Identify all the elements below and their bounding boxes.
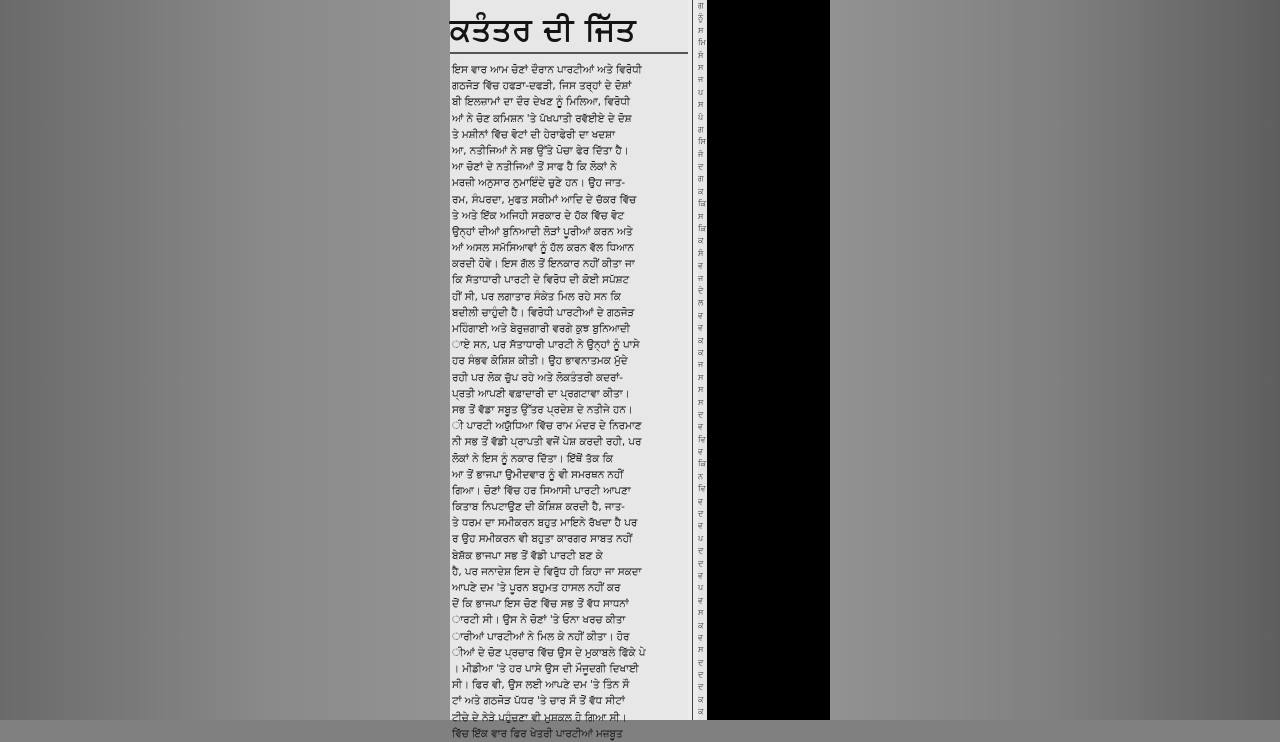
side-column-fragment: ਵ xyxy=(698,422,704,432)
article-line: । ਮੀਡੀਆ 'ਤੇ ਹਰ ਪਾਸੇ ਉਸ ਦੀ ਮੌਜੂਦਗੀ ਦਿਖਾਈ xyxy=(452,662,639,675)
newspaper-clipping xyxy=(450,0,830,740)
headline-rule xyxy=(450,52,688,54)
side-column-fragment: ਦ xyxy=(698,162,704,172)
article-line: ਤੇ ਅਤੇ ਇੱਕ ਅਜਿਹੀ ਸਰਕਾਰ ਦੇ ਹੱਕ ਵਿੱਚ ਵੋਟ xyxy=(452,209,625,222)
side-column-fragment: ਨੂੰ xyxy=(698,13,704,23)
article-line: ਕਰਦੀ ਹੋਵੇ। ਇਸ ਗੱਲ ਤੋਂ ਇਨਕਾਰ ਨਹੀਂ ਕੀਤਾ ਜਾ xyxy=(452,258,635,271)
side-column-fragment: ਸਿ xyxy=(698,137,706,147)
article-line: ਟੀਚੇ ਦੇ ਨੇੜੇ ਪਹੁੰਚਣਾ ਵੀ ਮੁਸ਼ਕਲ ਹੋ ਗਿਆ ਸੀ। xyxy=(452,711,627,724)
adjacent-column-edge xyxy=(698,0,707,720)
side-column-fragment: ਗ xyxy=(698,174,704,184)
article-column xyxy=(450,0,688,740)
article-line: ਾਰਟੀ ਸੀ। ਉਸ ਨੇ ਚੋਣਾਂ 'ਤੇ ਓਨਾ ਖਰਚ ਕੀਤਾ xyxy=(452,614,626,627)
column-divider xyxy=(692,0,693,720)
side-column-fragment: ਜ xyxy=(698,360,704,370)
side-column-fragment: ਸ xyxy=(698,25,704,35)
side-column-fragment: ਨ xyxy=(698,471,703,481)
side-column-fragment: ਦ xyxy=(698,509,704,519)
side-column-fragment: ਸ xyxy=(698,100,704,110)
article-line: ਤੇ ਮਸ਼ੀਨਾਂ ਵਿੱਚ ਵੋਟਾਂ ਦੀ ਹੇਰਾਫੇਰੀ ਦਾ ਖਦਸ਼ਾ xyxy=(452,128,615,141)
column-gutter xyxy=(688,0,698,720)
side-column-fragment: ਗ xyxy=(698,124,704,134)
side-column-fragment: ਵ xyxy=(698,595,704,605)
article-line: ਇਸ ਵਾਰ ਆਮ ਚੋਣਾਂ ਦੌਰਾਨ ਪਾਰਟੀਆਂ ਅਤੇ ਵਿਰੋਧੀ xyxy=(452,64,642,76)
side-column-fragment: ਸ xyxy=(698,62,704,72)
side-column-fragment: ਕ xyxy=(698,335,704,345)
side-column-fragment: ਕ xyxy=(698,620,704,630)
article-line: ਟਾਂ ਅਤੇ ਗਠਜੋੜ ਪੱਧਰ 'ਤੇ ਚਾਰ ਸੌ ਤੋਂ ਵੱਧ ਸੀਟਾਂ xyxy=(452,695,625,708)
article-line: ਮਹਿੰਗਾਈ ਅਤੇ ਬੇਰੁਜ਼ਗਾਰੀ ਵਰਗੇ ਕੁਝ ਬੁਨਿਆਦੀ xyxy=(452,323,630,335)
side-column-fragment: ਵ xyxy=(698,323,704,333)
side-column-fragment: ਪ xyxy=(698,87,704,97)
side-column-fragment: ਪੰ xyxy=(698,112,704,122)
side-column-fragment: ਗ xyxy=(698,1,704,10)
article-line: ਆਂ ਅਸਲ ਸਮੱਸਿਆਵਾਂ ਨੂੰ ਹੱਲ ਕਰਨ ਵੱਲ ਧਿਆਨ xyxy=(452,242,634,255)
side-column-fragment: ਵਿ xyxy=(698,484,706,494)
article-line: ਾਰੀਆਂ ਪਾਰਟੀਆਂ ਨੇ ਮਿਲ ਕੇ ਨਹੀਂ ਕੀਤਾ। ਹੋਰ xyxy=(452,630,630,643)
article-line: ਰਮ, ਸੰਪਰਦਾ, ਮੁਫਤ ਸਕੀਮਾਂ ਆਦਿ ਦੇ ਚੱਕਰ ਵਿੱਚ xyxy=(452,193,637,206)
side-column-fragment: ਵਿ xyxy=(698,434,706,444)
side-column-fragment: ਸ xyxy=(698,645,704,655)
side-column-fragment: ਸ xyxy=(698,211,704,221)
side-column-fragment: ਕ xyxy=(698,694,704,704)
side-column-fragment: ਵ xyxy=(698,261,704,271)
article-line: ਆ ਤੋਂ ਭਾਜਪਾ ਉਮੀਦਵਾਰ ਨੂੰ ਵੀ ਸਮਰਥਨ ਨਹੀਂ xyxy=(452,468,624,481)
side-column-fragment: ਸੋ xyxy=(698,50,704,60)
article-line: ਆ ਚੋਣਾਂ ਦੇ ਨਤੀਜਿਆਂ ਤੋਂ ਸਾਫ ਹੈ ਕਿ ਲੋਕਾਂ ਨੇ xyxy=(452,161,617,174)
article-line: ਰ ਉਹ ਸਮੀਕਰਨ ਵੀ ਬਹੁਤਾ ਕਾਰਗਰ ਸਾਬਤ ਨਹੀਂ xyxy=(452,533,633,546)
article-line: ਆ, ਨਤੀਜਿਆਂ ਨੇ ਸਭ ਉੱਤੇ ਪੋਚਾ ਫੇਰ ਦਿੱਤਾ ਹੈ। xyxy=(452,144,629,157)
article-line: ਦੋਂ ਕਿ ਭਾਜਪਾ ਇਸ ਚੋਣ ਵਿੱਚ ਸਭ ਤੋਂ ਵੱਧ ਸਾਧਨਾਂ xyxy=(452,598,629,611)
side-column-fragment: ਕ xyxy=(698,347,704,357)
article-line: ਾਏ ਸਨ, ਪਰ ਸੱਤਾਧਾਰੀ ਪਾਰਟੀ ਨੇ ਉਨ੍ਹਾਂ ਨੂੰ ਪਾਸੇ xyxy=(452,339,640,352)
side-column-fragment: ਜੰ xyxy=(698,149,704,159)
article-line: ਗਿਆ। ਚੋਣਾਂ ਵਿੱਚ ਹਰ ਸਿਆਸੀ ਪਾਰਟੀ ਆਪਣਾ xyxy=(452,484,631,497)
side-column-fragment: ਪ xyxy=(698,533,704,543)
article-line: ਬੀ ਇਲਜ਼ਾਮਾਂ ਦਾ ਦੌਰ ਦੇਖਣ ਨੂੰ ਮਿਲਿਆ, ਵਿਰੋਧੀ xyxy=(452,96,630,109)
article-line: ਹੀਂ ਸੀ, ਪਰ ਲਗਾਤਾਰ ਸੰਕੇਤ ਮਿਲ ਰਹੇ ਸਨ ਕਿ xyxy=(452,290,621,303)
side-column-fragment: ਵ xyxy=(698,447,704,457)
side-column-fragment: ਦ xyxy=(698,657,704,667)
side-column-fragment: ਵ xyxy=(698,570,704,580)
right-blurred-background xyxy=(830,0,1280,720)
side-column-fragment: ਕਿ xyxy=(698,199,707,209)
article-line: ਸਭ ਤੋਂ ਵੱਡਾ ਸਬੂਤ ਉੱਤਰ ਪ੍ਰਦੇਸ਼ ਦੇ ਨਤੀਜੇ ਹਨ। xyxy=(452,403,633,416)
side-column-fragment: ਦ xyxy=(698,682,704,692)
side-column-fragment: ਜ xyxy=(698,75,704,85)
article-line: ਉਨ੍ਹਾਂ ਦੀਆਂ ਬੁਨਿਆਦੀ ਲੋੜਾਂ ਪੂਰੀਆਂ ਕਰਨ ਅਤੇ xyxy=(452,225,633,238)
side-column-fragment: ਕਿ xyxy=(698,459,707,469)
article-line: ਰਹੀ ਪਰ ਲੋਕ ਚੁੱਪ ਰਹੇ ਅਤੇ ਲੋਕਤੰਤਰੀ ਕਦਰਾਂ- xyxy=(452,371,623,384)
article-line: ੀਆਂ ਦੇ ਚੋਣ ਪ੍ਰਚਾਰ ਵਿੱਚ ਉਸ ਦੇ ਮੁਕਾਬਲੇ ਫਿੱਕੇ ਪੇ xyxy=(452,646,646,659)
side-column-fragment: ਦ xyxy=(698,409,704,419)
article-line: ਗਠਜੋੜ ਵਿੱਚ ਹਫੜਾ-ਦਫੜੀ, ਜਿਸ ਤਰ੍ਹਾਂ ਦੇ ਦੋਸ਼ਾਂ xyxy=(452,80,632,93)
article-line: ਬੇਸ਼ੱਕ ਭਾਜਪਾ ਸਭ ਤੋਂ ਵੱਡੀ ਪਾਰਟੀ ਬਣ ਕੇ xyxy=(452,549,603,562)
left-blurred-background xyxy=(0,0,450,720)
article-line: ਲੋਕਾਂ ਨੇ ਇਸ ਨੂੰ ਨਕਾਰ ਦਿੱਤਾ। ਇੱਥੋਂ ਤੱਕ ਕਿ xyxy=(452,452,613,465)
article-line: ਆਂ ਨੇ ਚੋਣ ਕਮਿਸ਼ਨ 'ਤੇ ਪੱਖਪਾਤੀ ਰਵੱਈਏ ਦੇ ਦੋਸ਼ xyxy=(452,112,632,125)
article-line: ਸੀ। ਫਿਰ ਵੀ, ਉਸ ਲਈ ਆਪਣੇ ਦਮ 'ਤੇ ਤਿੰਨ ਸੌ xyxy=(452,679,630,692)
article-line: ਹੈ, ਪਰ ਜਨਾਦੇਸ਼ ਇਸ ਦੇ ਵਿਰੁੱਧ ਹੀ ਕਿਹਾ ਜਾ ਸਕਦਾ xyxy=(452,565,642,578)
article-line: ਪ੍ਰਤੀ ਆਪਣੀ ਵਫ਼ਾਦਾਰੀ ਦਾ ਪ੍ਰਗਟਾਵਾ ਕੀਤਾ। xyxy=(452,387,630,400)
side-column-fragment: ਸੰ xyxy=(698,248,704,258)
side-column-fragment: ਵ xyxy=(698,310,704,320)
article-headline: ਕਤੰਤਰ ਦੀ ਜਿੱਤ xyxy=(450,12,637,48)
article-line: ਆਪਣੇ ਦਮ 'ਤੇ ਪੂਰਨ ਬਹੁਮਤ ਹਾਸਲ ਨਹੀਂ ਕਰ xyxy=(452,582,621,594)
side-column-fragment: ਵ xyxy=(698,521,704,531)
article-line: ਨੀ ਸਭ ਤੋਂ ਵੱਡੀ ਪ੍ਰਾਪਤੀ ਵਜੋਂ ਪੇਸ਼ ਕਰਦੀ ਰਹੀ, ਪਰ xyxy=(452,436,642,449)
side-column-fragment: ਮਿ xyxy=(698,38,706,48)
article-line: ਬਦੀਲੀ ਚਾਹੁੰਦੀ ਹੈ। ਵਿਰੋਧੀ ਪਾਰਟੀਆਂ ਦੇ ਗਠਜੋੜ xyxy=(452,306,635,319)
side-column-fragment: ਸ xyxy=(698,372,704,382)
article-body xyxy=(452,62,686,742)
side-column-fragment: ਵ xyxy=(698,496,704,506)
side-column-fragment: ਦ xyxy=(698,546,704,556)
article-line: ਵਿੱਚ ਇੱਕ ਵਾਰ ਫਿਰ ਖੇਤਰੀ ਪਾਰਟੀਆਂ ਮਜ਼ਬੂਤ xyxy=(452,727,623,740)
side-column-fragment: ਜ xyxy=(698,273,704,283)
side-column-fragment: ਕ xyxy=(698,186,704,196)
article-line: ੀ ਪਾਰਟੀ ਅਯੁੱਧਿਆ ਵਿੱਚ ਰਾਮ ਮੰਦਰ ਦੇ ਨਿਰਮਾਣ xyxy=(452,420,642,433)
side-column-fragment: ਕਿ xyxy=(698,224,707,234)
article-line: ਮਰਜ਼ੀ ਅਨੁਸਾਰ ਨੁਮਾਇੰਦੇ ਚੁਣੇ ਹਨ। ਉਹ ਜਾਤ- xyxy=(452,177,626,190)
side-column-fragment: ਵ xyxy=(698,632,704,642)
side-column-fragment: ਸ xyxy=(698,385,704,395)
article-line: ਕਿ ਸੱਤਾਧਾਰੀ ਪਾਰਟੀ ਦੇ ਵਿਰੋਧ ਦੀ ਕੋਈ ਸਪੱਸ਼ਟ xyxy=(452,274,630,287)
side-column-fragment: ਦ xyxy=(698,558,704,568)
article-line: ਤੇ ਧਰਮ ਦਾ ਸਮੀਕਰਨ ਬਹੁਤ ਮਾਇਨੇ ਰੱਖਦਾ ਹੈ ਪਰ xyxy=(452,517,638,530)
side-column-fragment: ਕ xyxy=(698,236,704,246)
side-column-fragment: ਲ xyxy=(698,298,704,308)
side-column-fragment: ਸ xyxy=(698,397,704,407)
side-column-fragment: ਦੇ xyxy=(698,285,704,295)
side-column-fragment: ਕ xyxy=(698,707,704,717)
article-line: ਹਰ ਸੰਭਵ ਕੋਸ਼ਿਸ਼ ਕੀਤੀ। ਉਹ ਭਾਵਨਾਤਮਕ ਮੁੱਦੇ xyxy=(452,355,628,368)
article-line: ਕਿਤਾਬ ਨਿਪਟਾਉਣ ਦੀ ਕੋਸ਼ਿਸ਼ ਕਰਦੀ ਹੈ, ਜਾਤ- xyxy=(452,501,625,514)
side-column-fragment: ਸ xyxy=(698,608,704,618)
side-column-fragment: ਪ xyxy=(698,583,704,593)
side-column-fragment: ਦ xyxy=(698,670,704,680)
